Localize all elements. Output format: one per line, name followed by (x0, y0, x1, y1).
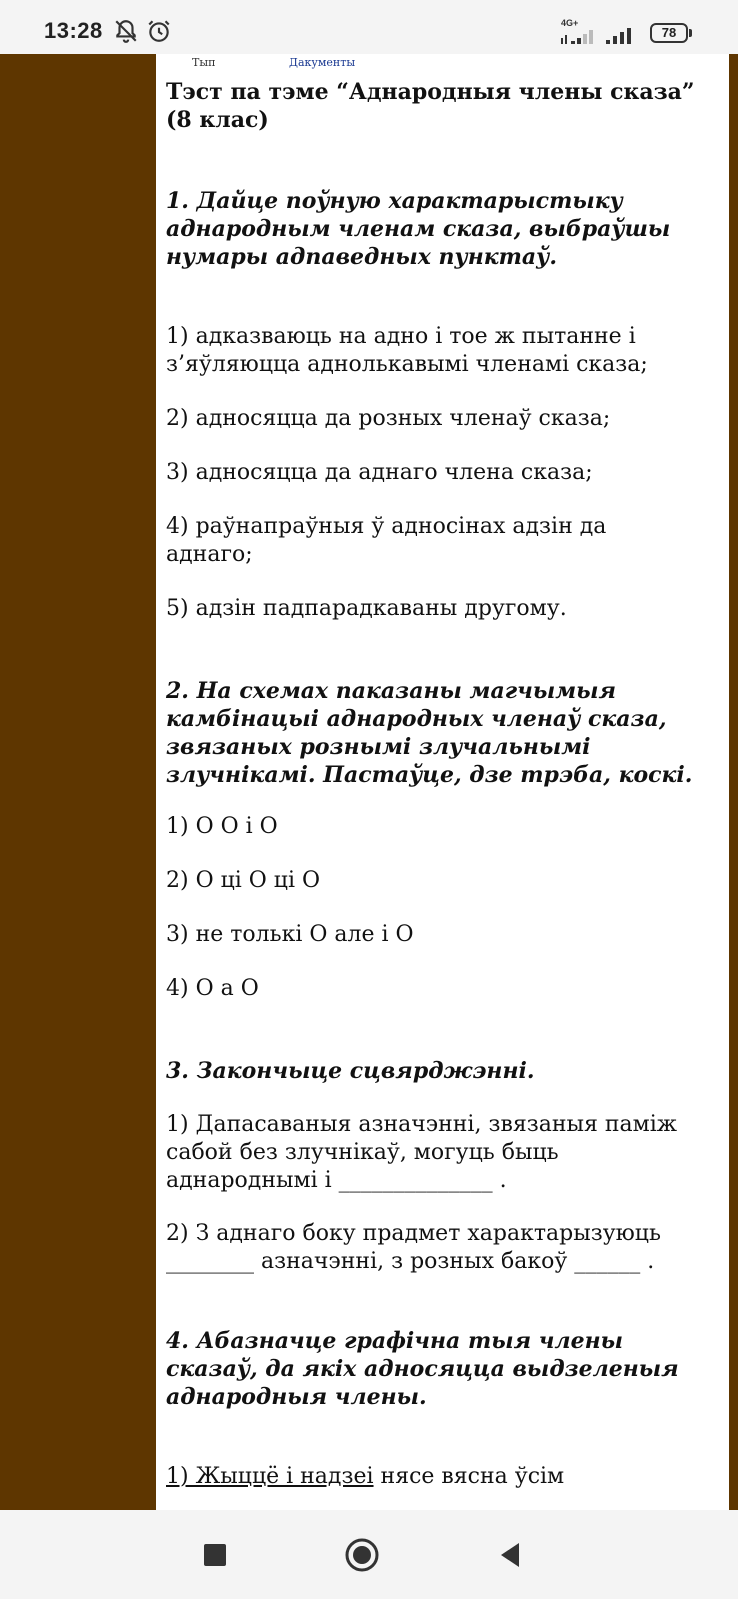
battery-indicator: 78 (650, 23, 688, 43)
question-2-heading: 2. На схемах паказаны магчымыя камбінацыі аднародных членаў сказа, звязаных рознымі злучальнымі злучнікамі. Пастаўце, дзе трэба, коскі. (166, 678, 693, 788)
question-1-option: 4) раўнапраўныя ў адносінах адзін да аднаго; (166, 514, 607, 567)
nav-link-documents[interactable]: Дакументы (289, 56, 356, 69)
question-4-sentence: 1) Жыццё і надзеі нясе вясна ўсім (166, 1464, 565, 1489)
home-button[interactable] (337, 1530, 387, 1580)
status-bar (0, 0, 738, 54)
home-circle-icon (344, 1537, 380, 1573)
question-4-heading: 4. Абазначце графічна тыя члены сказаў, да якіх адносяцца выдзеленыя аднародныя члены. (166, 1328, 679, 1410)
underlined-subjects: 1) Жыццё і надзеі (166, 1464, 374, 1489)
back-triangle-icon (497, 1541, 523, 1569)
question-1-heading: 1. Дайце поўную характарыстыку аднародным членам сказа, выбраўшы нумары адпаведных пунктаў. (166, 188, 671, 270)
notifications-off-icon (113, 18, 139, 44)
square-icon (203, 1543, 227, 1567)
back-button[interactable] (485, 1530, 535, 1580)
page-right-border (729, 54, 738, 1510)
question-3-statement: 1) Дапасаваныя азначэнні, звязаныя паміж сабой без злучнікаў, могуць быць аднароднымі і ______________ . (166, 1112, 678, 1193)
question-1-option: 1) адказваюць на адно і тое ж пытанне і з’яўляюцца аднолькавымі членамі сказа; (166, 324, 648, 377)
signal-sim2-icon (606, 27, 632, 45)
question-2-option: 2) О ці О ці О (166, 868, 321, 893)
page-left-border (0, 54, 156, 1510)
status-time: 13:28 (44, 18, 103, 43)
nav-link-type[interactable]: Тып (192, 56, 216, 69)
question-2-option: 3) не толькі О але і О (166, 922, 414, 947)
network-type: 4G+ (561, 18, 579, 28)
question-3-statement: 2) З аднаго боку прадмет характарызуюць ________ азначэнні, з розных бакоў ______ . (166, 1221, 661, 1274)
recent-apps-button[interactable] (190, 1530, 240, 1580)
document-page (156, 54, 729, 1510)
page-title: Тэст па тэме “Аднародныя члены сказа” (8 клас) (166, 79, 695, 133)
alarm-icon (146, 18, 172, 44)
signal-sim1-icon (561, 29, 593, 45)
question-1-option: 3) адносяцца да аднаго члена сказа; (166, 460, 593, 485)
question-2-option: 1) О О і О (166, 814, 278, 839)
question-2-option: 4) О а О (166, 976, 259, 1001)
battery-tip (689, 29, 692, 37)
system-nav-bar (0, 1510, 738, 1599)
question-1-option: 2) адносяцца да розных членаў сказа; (166, 406, 611, 431)
question-3-heading: 3. Закончыце сцвярджэнні. (166, 1058, 535, 1084)
question-1-option: 5) адзін падпарадкаваны другому. (166, 596, 567, 621)
